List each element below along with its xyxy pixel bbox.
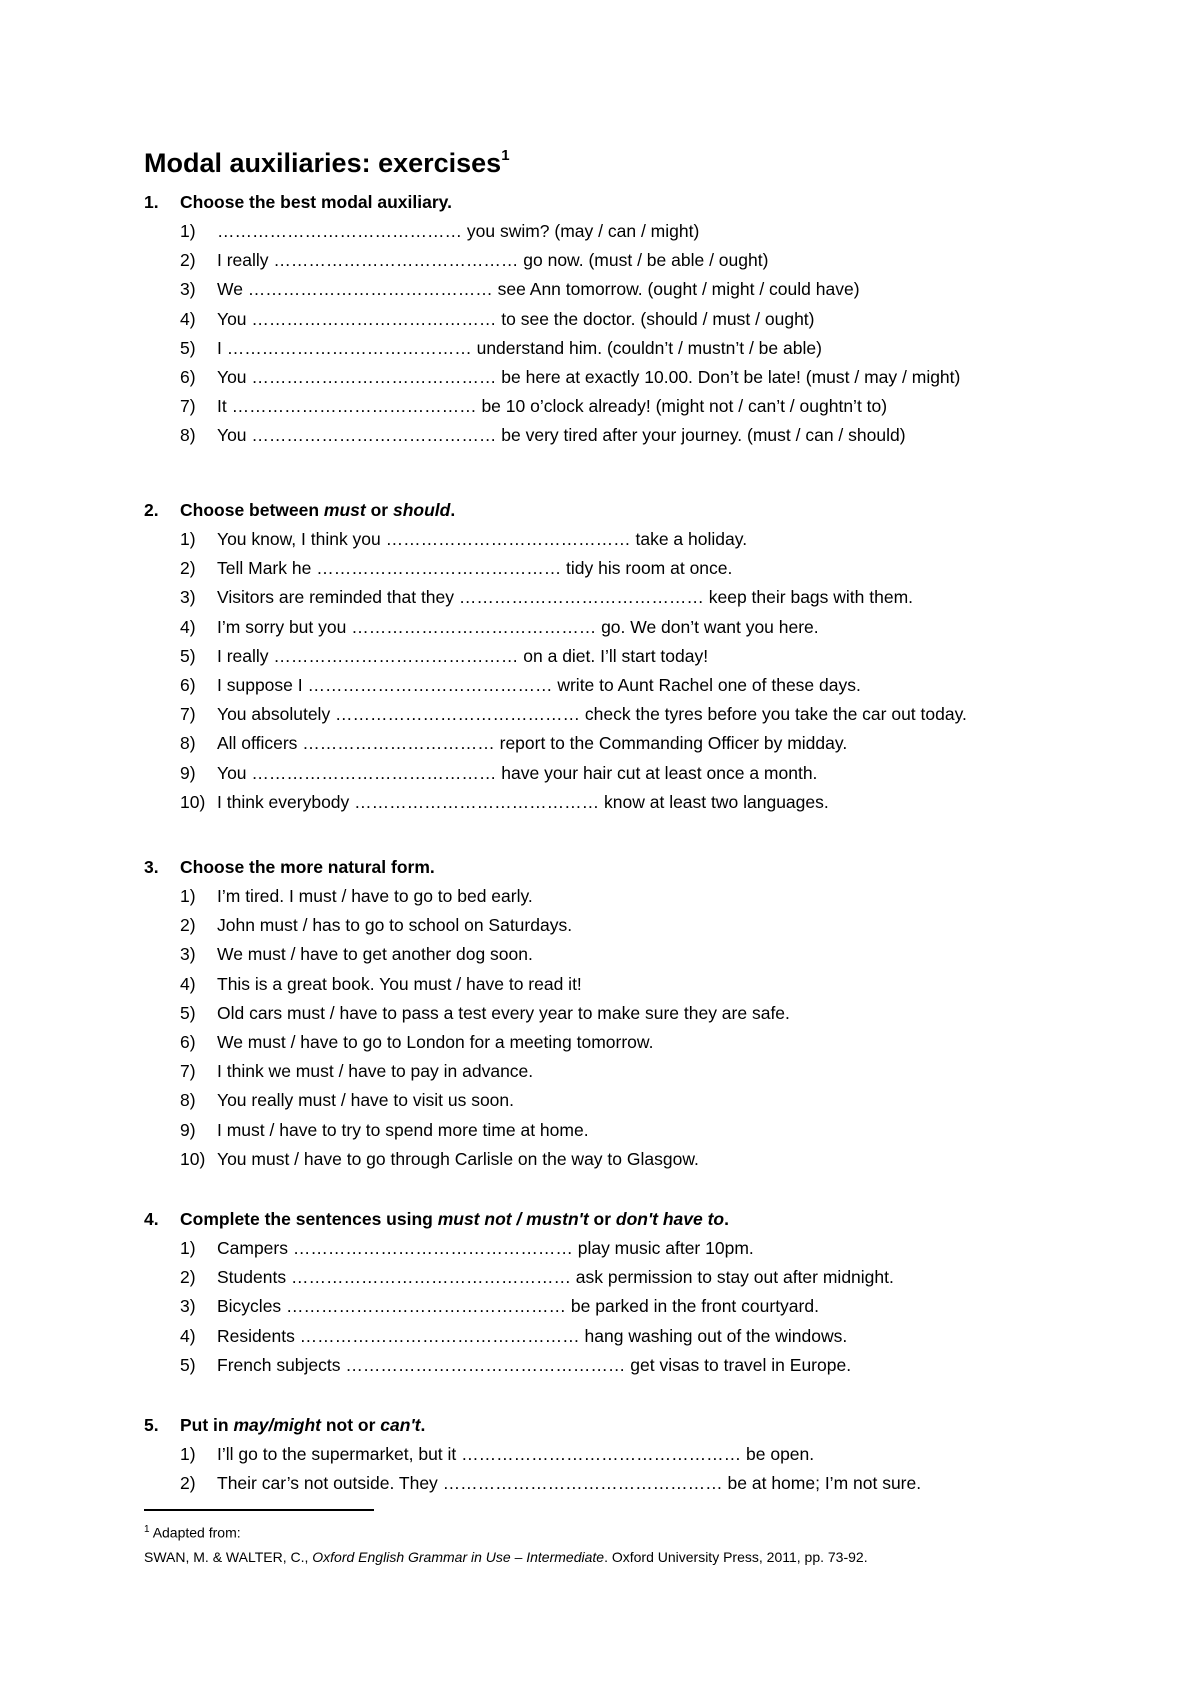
title-footnote-marker: 1	[501, 147, 510, 164]
item-number: 6)	[180, 366, 196, 387]
item-number: 4)	[180, 973, 196, 994]
exercise-item	[144, 999, 1064, 1028]
item-number: 9)	[180, 1119, 196, 1140]
item-text: I think we must / have to pay in advance.	[217, 1061, 534, 1082]
item-number: 2)	[180, 1473, 196, 1494]
item-number: 7)	[180, 1061, 196, 1082]
item-number: 4)	[180, 1325, 196, 1346]
exercise-item	[144, 583, 1064, 612]
item-number: 5)	[180, 1354, 196, 1375]
item-text: You really must / have to visit us soon.	[217, 1090, 515, 1111]
footnote-intro	[144, 1518, 1104, 1545]
item-text: Bicycles ………………………………………… be parked in the front courtyard.	[217, 1296, 819, 1317]
item-text: You …………………………………… have your hair cut at least once a month.	[217, 762, 818, 783]
exercise-item	[144, 788, 1064, 817]
footnote	[144, 1518, 1104, 1569]
exercise-list	[144, 882, 1064, 1174]
item-text: You …………………………………… be here at exactly 10.00. Don’t be late! (must / may / might)	[217, 366, 961, 387]
heading-text-italic: should	[392, 500, 451, 520]
item-text: We must / have to get another dog soon.	[217, 944, 533, 965]
exercise-item	[144, 275, 1064, 304]
section-heading	[144, 188, 1064, 217]
exercise-section-3	[144, 853, 1064, 1174]
item-text: You …………………………………… be very tired after your journey. (must / can / should)	[217, 425, 906, 446]
exercise-list	[144, 217, 1064, 451]
item-text: You must / have to go through Carlisle on the way to Glasgow.	[217, 1148, 699, 1169]
item-number: 3)	[180, 1296, 196, 1317]
exercise-section-4	[144, 1205, 1064, 1380]
item-text: I’m sorry but you …………………………………… go. We don’t want you here.	[217, 616, 819, 637]
item-text: You absolutely …………………………………… check the tyres before you take the car out today.	[217, 704, 967, 725]
item-number: 4)	[180, 616, 196, 637]
item-number: 8)	[180, 733, 196, 754]
exercise-item	[144, 1292, 1064, 1321]
heading-text-italic: don't have to	[615, 1209, 725, 1229]
section-number: 5.	[144, 1415, 159, 1435]
item-text: Students ………………………………………… ask permission to stay out after midnight.	[217, 1267, 894, 1288]
item-text: We …………………………………… see Ann tomorrow. (ought / might / could have)	[217, 279, 860, 300]
item-text: I’m tired. I must / have to go to bed early.	[217, 886, 533, 906]
exercise-item	[144, 642, 1064, 671]
item-text: I suppose I …………………………………… write to Aunt Rachel one of these days.	[217, 674, 861, 695]
section-heading	[144, 1205, 1064, 1234]
item-number: 1)	[180, 529, 196, 549]
page-title-text: Modal auxiliaries: exercises	[144, 148, 502, 178]
exercise-item	[144, 525, 1064, 554]
item-text: I must / have to try to spend more time at home.	[217, 1119, 589, 1140]
item-number: 6)	[180, 1031, 196, 1052]
item-text: This is a great book. You must / have to read it!	[217, 973, 582, 994]
citation-publisher: . Oxford University Press, 2011, pp. 73-92.	[604, 1548, 868, 1565]
item-text: …………………………………… you swim? (may / can / might)	[217, 221, 700, 241]
item-text: Residents ………………………………………… hang washing out of the windows.	[217, 1325, 848, 1346]
item-number: 1)	[180, 1238, 196, 1258]
item-number: 3)	[180, 944, 196, 965]
heading-text: not or	[321, 1415, 381, 1435]
citation-book-title: Oxford English Grammar in Use – Intermediate	[312, 1548, 605, 1565]
footnote-separator	[144, 1509, 374, 1511]
heading-text: or	[365, 500, 393, 520]
heading-text: .	[420, 1415, 426, 1435]
item-text: We must / have to go to London for a meeting tomorrow.	[217, 1031, 654, 1052]
exercise-section-2	[144, 496, 1064, 817]
heading-text-italic: must not / mustn't	[437, 1209, 589, 1229]
item-text: I …………………………………… understand him. (couldn’t / mustn’t / be able)	[217, 337, 822, 358]
item-text: All officers …………………………… report to the Commanding Officer by midday.	[217, 733, 848, 754]
item-text: Campers ………………………………………… play music after 10pm.	[217, 1238, 754, 1258]
item-number: 10)	[180, 1148, 206, 1169]
section-heading	[144, 1411, 1064, 1440]
exercise-item	[144, 1116, 1064, 1145]
exercise-section-5	[144, 1411, 1064, 1498]
exercise-item	[144, 613, 1064, 642]
section-number: 2.	[144, 500, 159, 520]
item-number: 1)	[180, 221, 196, 241]
item-number: 2)	[180, 250, 196, 271]
exercise-item	[144, 1145, 1064, 1174]
item-number: 7)	[180, 704, 196, 725]
exercise-item	[144, 217, 1064, 246]
item-number: 10)	[180, 791, 206, 812]
heading-text: Choose the best modal auxiliary.	[180, 192, 452, 212]
footnote-intro-text: Adapted from:	[152, 1524, 241, 1541]
heading-text: Put in	[180, 1415, 234, 1435]
item-number: 3)	[180, 587, 196, 608]
exercise-item	[144, 1469, 1064, 1498]
item-number: 1)	[180, 1444, 196, 1464]
exercise-item	[144, 671, 1064, 700]
exercise-item	[144, 1028, 1064, 1057]
item-number: 3)	[180, 279, 196, 300]
item-number: 8)	[180, 425, 196, 446]
footnote-marker: 1	[144, 1524, 150, 1535]
exercise-item	[144, 970, 1064, 999]
footnote-citation	[144, 1545, 1104, 1569]
item-number: 2)	[180, 558, 196, 579]
item-text: It …………………………………… be 10 o’clock already! (might not / can’t / oughtn’t to)	[217, 396, 888, 417]
item-number: 9)	[180, 762, 196, 783]
item-number: 5)	[180, 645, 196, 666]
heading-text: .	[450, 500, 456, 520]
section-heading	[144, 853, 1064, 882]
exercise-item	[144, 1263, 1064, 1292]
item-text: Tell Mark he …………………………………… tidy his room at once.	[217, 558, 733, 579]
item-text: Visitors are reminded that they …………………………………… keep their bags with them.	[217, 587, 914, 608]
exercise-item	[144, 911, 1064, 940]
exercise-item	[144, 700, 1064, 729]
page-title	[144, 148, 510, 179]
heading-text: Choose the more natural form.	[180, 857, 435, 877]
item-number: 2)	[180, 1267, 196, 1288]
exercise-item	[144, 363, 1064, 392]
heading-text: .	[724, 1209, 729, 1229]
exercise-item	[144, 882, 1064, 911]
exercise-item	[144, 940, 1064, 969]
item-number: 8)	[180, 1090, 196, 1111]
item-text: John must / has to go to school on Saturdays.	[217, 915, 573, 936]
heading-text: or	[588, 1209, 616, 1229]
section-number: 1.	[144, 192, 159, 212]
citation-authors: SWAN, M. & WALTER, C.,	[144, 1548, 313, 1565]
heading-text-italic: can't	[380, 1415, 421, 1435]
exercise-item	[144, 1440, 1064, 1469]
heading-text-italic: may/might	[233, 1415, 321, 1435]
item-text: I really …………………………………… on a diet. I’ll start today!	[217, 645, 709, 666]
item-text: You know, I think you …………………………………… take a holiday.	[217, 529, 748, 549]
item-text: Their car’s not outside. They ………………………………………… be at home; I’m not sure.	[217, 1473, 922, 1494]
exercise-item	[144, 421, 1064, 450]
item-number: 7)	[180, 396, 196, 417]
section-number: 4.	[144, 1209, 159, 1229]
section-heading	[144, 496, 1064, 525]
exercise-item	[144, 334, 1064, 363]
item-text: French subjects ………………………………………… get visas to travel in Europe.	[217, 1354, 852, 1375]
exercise-item	[144, 1351, 1064, 1380]
heading-text: Complete the sentences using	[180, 1209, 438, 1229]
exercise-item	[144, 1234, 1064, 1263]
item-text: You …………………………………… to see the doctor. (should / must / ought)	[217, 308, 815, 329]
exercise-item	[144, 246, 1064, 275]
exercise-item	[144, 1322, 1064, 1351]
heading-text-italic: must	[323, 500, 366, 520]
section-number: 3.	[144, 857, 159, 877]
item-number: 6)	[180, 674, 196, 695]
item-number: 5)	[180, 1002, 196, 1023]
item-text: I really …………………………………… go now. (must / be able / ought)	[217, 250, 769, 271]
exercise-list	[144, 1234, 1064, 1380]
exercise-item	[144, 1057, 1064, 1086]
exercise-item	[144, 554, 1064, 583]
item-number: 2)	[180, 915, 196, 936]
exercise-item	[144, 759, 1064, 788]
exercise-item	[144, 392, 1064, 421]
exercise-item	[144, 1086, 1064, 1115]
heading-text: Choose between	[180, 500, 324, 520]
item-text: Old cars must / have to pass a test every year to make sure they are safe.	[217, 1002, 790, 1023]
item-text: I’ll go to the supermarket, but it ………………………………………… be open.	[217, 1444, 815, 1464]
exercise-section-1	[144, 188, 1064, 451]
item-number: 5)	[180, 337, 196, 358]
exercise-item	[144, 729, 1064, 758]
exercise-item	[144, 305, 1064, 334]
exercise-list	[144, 1440, 1064, 1498]
exercise-list	[144, 525, 1064, 817]
item-number: 4)	[180, 308, 196, 329]
item-text: I think everybody …………………………………… know at least two languages.	[217, 791, 829, 812]
item-number: 1)	[180, 886, 196, 906]
